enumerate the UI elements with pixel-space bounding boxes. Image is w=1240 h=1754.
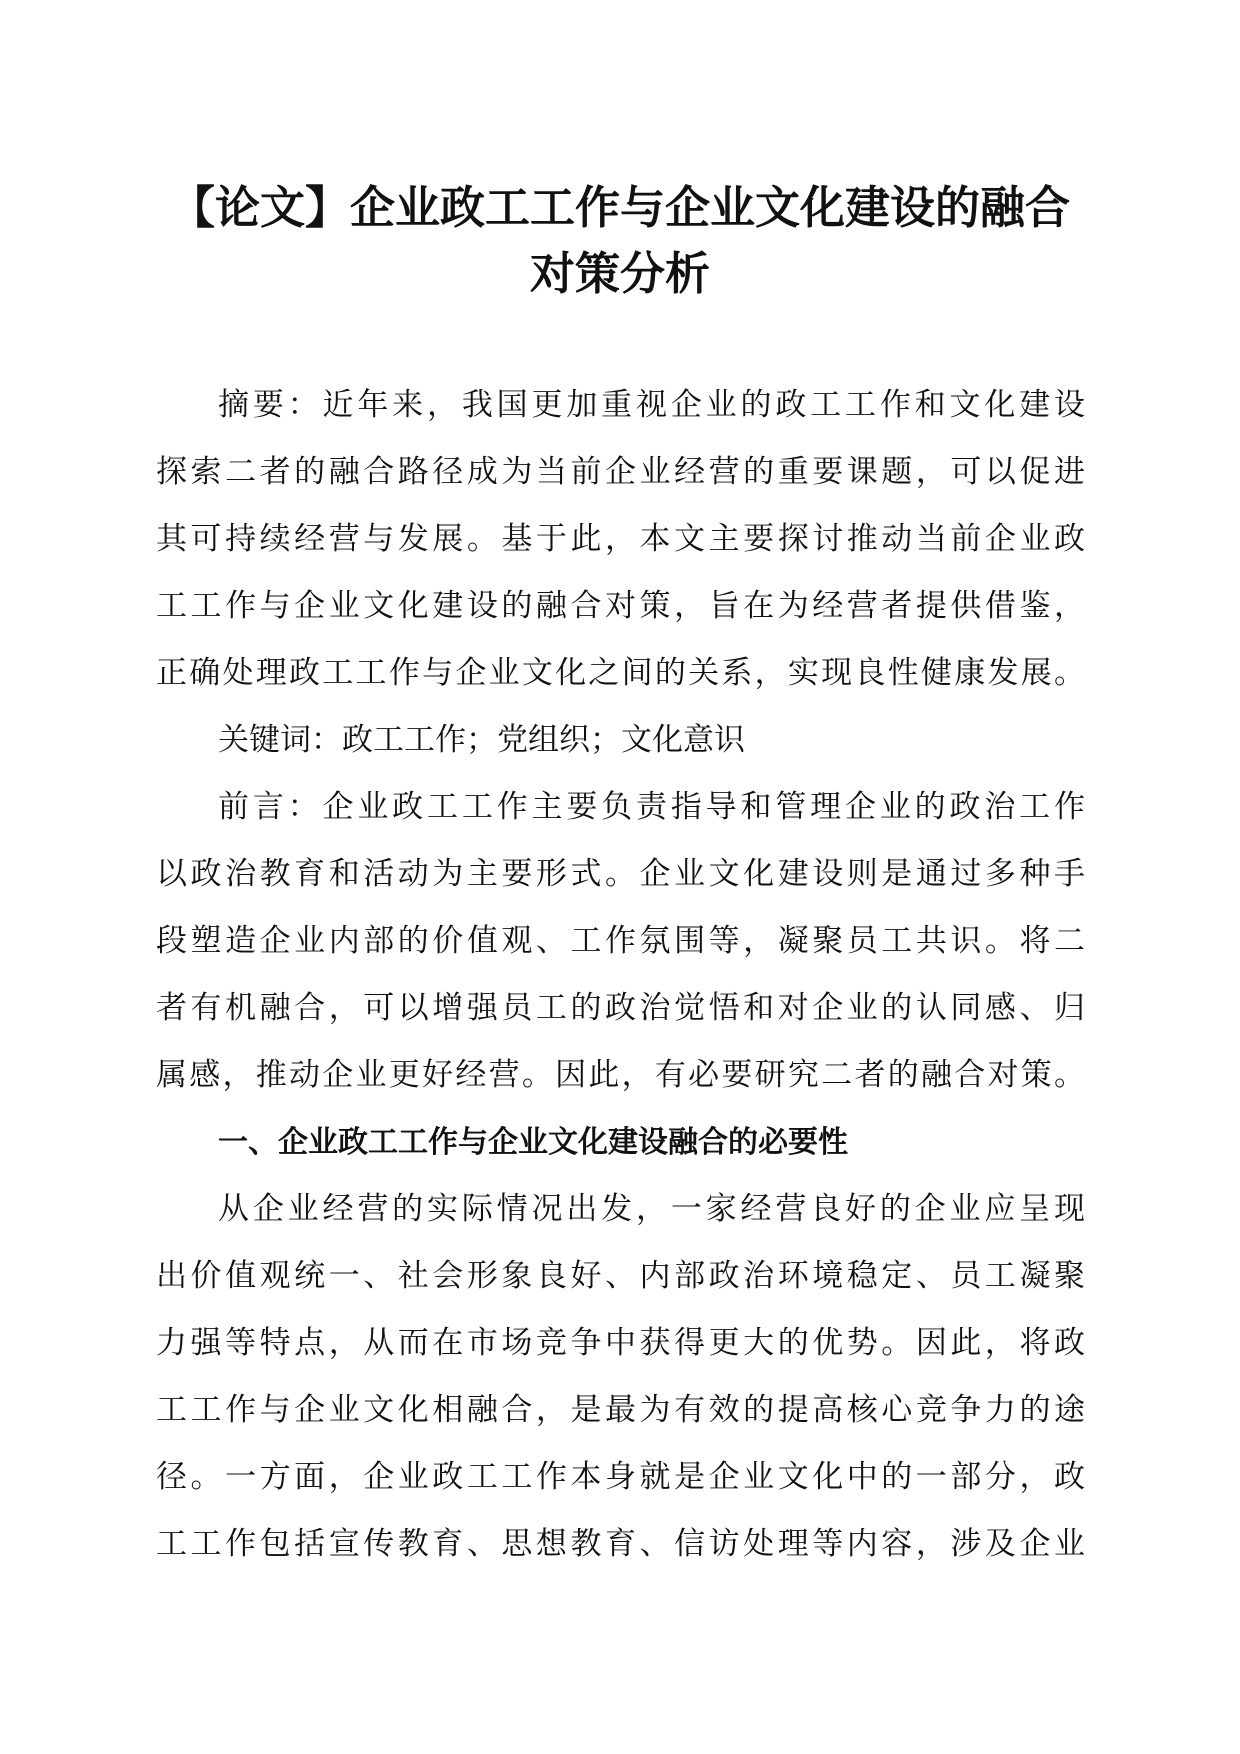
- text-line: 者有机融合，可以增强员工的政治觉悟和对企业的认同感、归: [156, 990, 1085, 1026]
- text-line: 工工作与企业文化相融合，是最为有效的提高核心竞争力的途: [156, 1392, 1085, 1428]
- text-line: 力强等特点，从而在市场竞争中获得更大的优势。因此，将政: [156, 1325, 1085, 1361]
- text-line: 其可持续经营与发展。基于此，本文主要探讨推动当前企业政: [156, 521, 1085, 557]
- document-title: [150, 175, 1090, 307]
- text-line: 摘要：近年来，我国更加重视企业的政工工作和文化建设: [218, 387, 1085, 423]
- document-body: [156, 372, 1085, 1578]
- keywords-line: 关键词：政工工作；党组织；文化意识: [218, 722, 745, 758]
- section-heading: 一、企业政工工作与企业文化建设融合的必要性: [218, 1125, 848, 1160]
- text-line: 出价值观统一、社会形象良好、内部政治环境稳定、员工凝聚: [156, 1258, 1085, 1294]
- title-line-2: 对策分析: [529, 247, 710, 300]
- text-line: 工工作与企业文化建设的融合对策，旨在为经营者提供借鉴，: [156, 588, 1085, 624]
- text-line: 径。一方面，企业政工工作本身就是企业文化中的一部分，政: [156, 1459, 1085, 1495]
- text-line: 探索二者的融合路径成为当前企业经营的重要课题，可以促进: [156, 454, 1085, 490]
- text-line: 段塑造企业内部的价值观、工作氛围等，凝聚员工共识。将二: [156, 923, 1085, 959]
- title-line-1: 【论文】企业政工工作与企业文化建设的融合: [169, 181, 1070, 234]
- text-line: 前言：企业政工工作主要负责指导和管理企业的政治工作: [218, 789, 1085, 825]
- text-line: 从企业经营的实际情况出发，一家经营良好的企业应呈现: [218, 1191, 1085, 1227]
- text-line: 属感，推动企业更好经营。因此，有必要研究二者的融合对策。: [156, 1057, 1085, 1093]
- text-line: 正确处理政工工作与企业文化之间的关系，实现良性健康发展。: [156, 655, 1085, 691]
- text-line: 以政治教育和活动为主要形式。企业文化建设则是通过多种手: [156, 856, 1085, 892]
- text-line: 工工作包括宣传教育、思想教育、信访处理等内容，涉及企业: [156, 1526, 1085, 1562]
